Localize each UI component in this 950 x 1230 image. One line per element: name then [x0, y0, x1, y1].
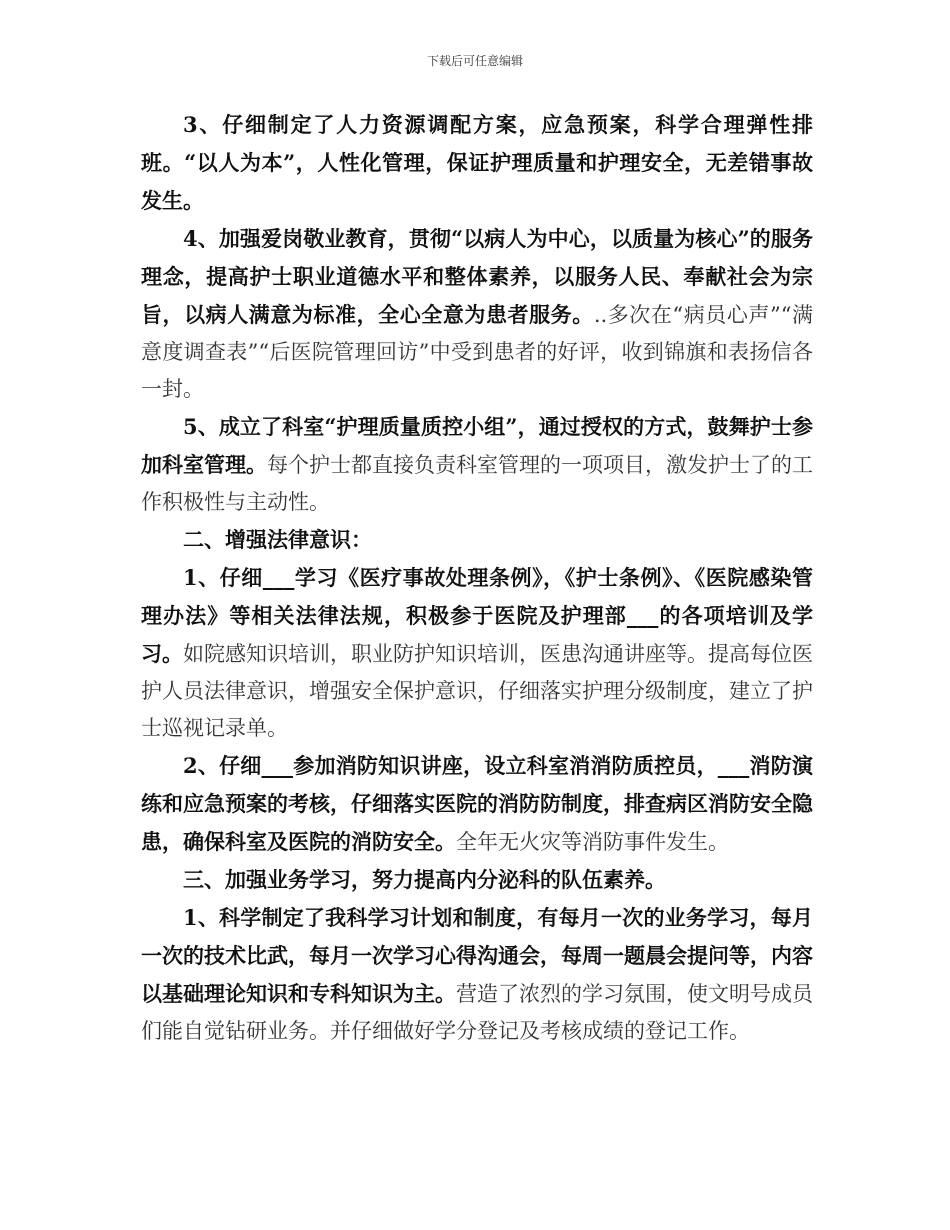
paragraph: [141, 559, 813, 747]
paragraph: [141, 106, 813, 220]
paragraph: [141, 747, 813, 861]
normal-text: 营造了浓烈的学习氛围，使文明号成员们能自觉钻研业务。并仔细做好学分登记及考核成绩的登记工作。: [141, 982, 813, 1043]
bold-text: 5、成立了科室“护理质量质控小组”，通过授权的方式，鼓舞护士参加科室管理。: [141, 414, 813, 477]
bold-text: 3、仔细制定了人力资源调配方案，应急预案，科学合理弹性排班。“以人为本”，人性化管理，保证护理质量和护理安全，无差错事故发生。: [141, 112, 813, 213]
paragraph: [141, 899, 813, 1050]
paragraph: [141, 220, 813, 408]
normal-text: 全年无火灾等消防事件发生。: [456, 830, 729, 854]
bold-text: 三、加强业务学习，努力提高内分泌科的队伍素养。: [183, 867, 666, 892]
section-heading: [141, 861, 813, 899]
paragraph: [141, 408, 813, 521]
bold-text: 1、科学制定了我科学习计划和制度，有每月一次的业务学习，每月一次的技术比武，每月一次学习心得沟通会，每周一题晨会提问等，内容以基础理论知识和专科知识为主。: [141, 905, 813, 1006]
bold-text: 1、仔细___学习《医疗事故处理条例》，《护士条例》、《医院感染管理办法》等相关法律法规，积极参于医院及护理部___的各项培训及学习。: [141, 565, 813, 666]
document-body: [141, 106, 813, 1050]
page-header: 下载后可任意编辑: [426, 54, 523, 68]
section-heading: [141, 521, 813, 559]
normal-text: ..多次在“病员心声”“满意度调查表”“后医院管理回访”中受到患者的好评，收到锦旗和表扬信各一封。: [141, 303, 813, 401]
bold-text: 4、加强爱岗敬业教育，贯彻“以病人为中心，以质量为核心”的服务理念，提高护士职业道德水平和整体素养，以服务人民、奉献社会为宗旨，以病人满意为标准，全心全意为患者服务。: [141, 226, 813, 327]
normal-text: 如院感知识培训，职业防护知识培训，医患沟通讲座等。提高每位医护人员法律意识，增强安全保护意识，仔细落实护理分级制度，建立了护士巡视记录单。: [141, 642, 813, 740]
bold-text: 二、增强法律意识：: [183, 527, 372, 552]
bold-text: 2、仔细___参加消防知识讲座，设立科室消消防质控员，___消防演练和应急预案的考核，仔细落实医院的消防防制度，排查病区消防安全隐患，确保科室及医院的消防安全。: [141, 753, 813, 854]
normal-text: 每个护士都直接负责科室管理的一项项目，激发护士了的工作积极性与主动性。: [141, 453, 813, 514]
